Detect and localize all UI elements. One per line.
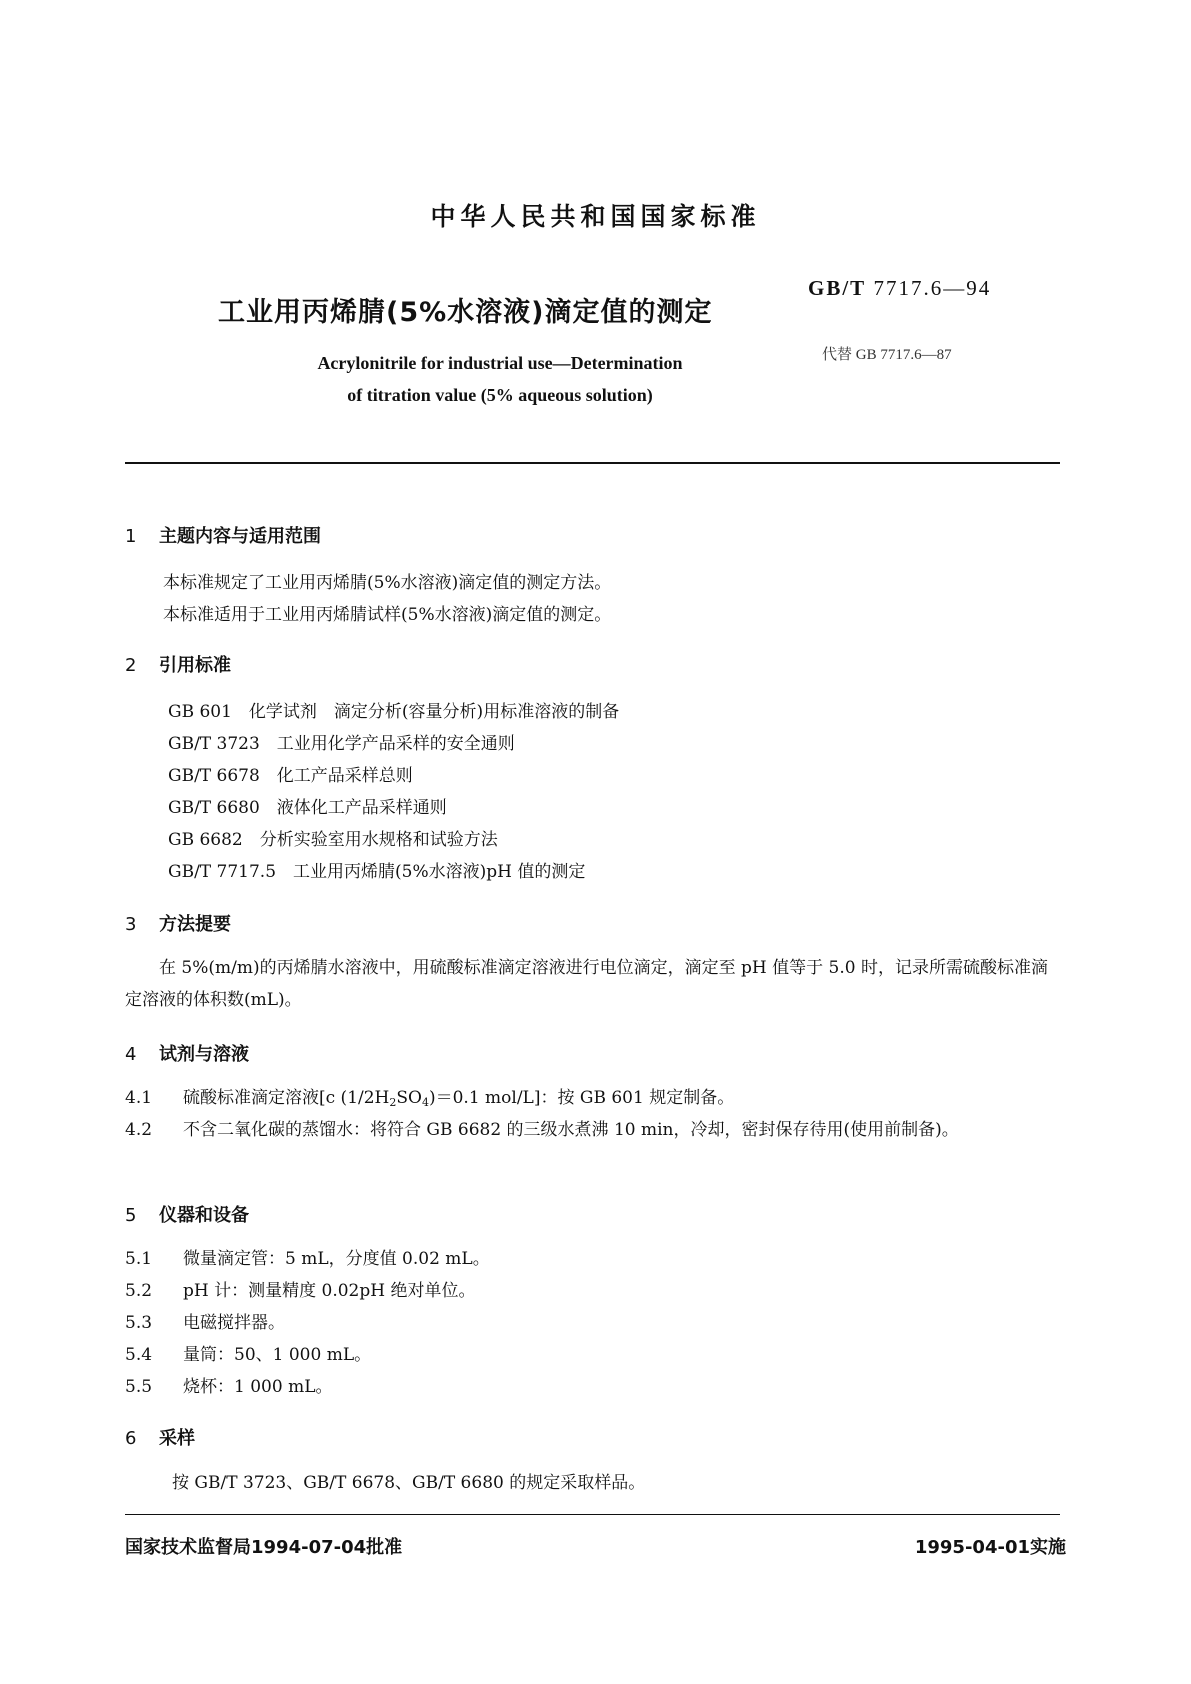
document-title-cn: 工业用丙烯腈(5%水溶液)滴定值的测定 (218, 297, 713, 328)
section-title: 采样 (159, 1428, 195, 1449)
country-standard-heading: 中华人民共和国国家标准 (430, 202, 761, 231)
header-divider (125, 462, 1060, 464)
section-3-heading (125, 910, 231, 936)
section-title: 方法提要 (159, 914, 231, 935)
item-text: 不含二氧化碳的蒸馏水：将符合 GB 6682 的三级水煮沸 10 min，冷却，密封保存待用(使用前制备)。 (183, 1120, 959, 1140)
section-6-heading (125, 1424, 195, 1450)
section-1-line-1: 本标准规定了工业用丙烯腈(5%水溶液)滴定值的测定方法。 (163, 573, 612, 593)
item-5-4 (125, 1340, 371, 1365)
section-number: 5 (125, 1205, 137, 1226)
item-text: 微量滴定管：5 mL，分度值 0.02 mL。 (183, 1249, 490, 1269)
section-3-paragraph: 在 5%(m/m)的丙烯腈水溶液中，用硫酸标准滴定溶液进行电位滴定，滴定至 pH 值等于 5.0 时，记录所需硫酸标准滴定溶液的体积数(mL)。 (125, 958, 1048, 1010)
reference-item: GB/T 3723 工业用化学产品采样的安全通则 (168, 734, 515, 754)
section-title: 引用标准 (159, 655, 231, 676)
item-number: 5.4 (125, 1345, 153, 1365)
item-number: 5.5 (125, 1377, 153, 1397)
section-title: 主题内容与适用范围 (159, 526, 321, 547)
item-number: 5.2 (125, 1281, 153, 1301)
section-5-heading (125, 1201, 249, 1227)
approval-date: 国家技术监督局1994-07-04批准 (125, 1537, 403, 1558)
item-text-c: )＝0.1 mol/L]：按 GB 601 规定制备。 (428, 1088, 735, 1108)
section-1-line-2: 本标准适用于工业用丙烯腈试样(5%水溶液)滴定值的测定。 (163, 605, 612, 625)
section-2-heading (125, 651, 231, 677)
item-number: 4.2 (125, 1120, 153, 1140)
reference-item: GB/T 6680 液体化工产品采样通则 (168, 798, 447, 818)
item-text: pH 计：测量精度 0.02pH 绝对单位。 (183, 1281, 476, 1301)
item-5-1 (125, 1244, 490, 1269)
section-number: 3 (125, 914, 137, 935)
section-6-paragraph: 按 GB/T 3723、GB/T 6678、GB/T 6680 的规定采取样品。 (172, 1473, 646, 1493)
reference-item: GB 601 化学试剂 滴定分析(容量分析)用标准溶液的制备 (168, 702, 620, 722)
section-title: 仪器和设备 (159, 1205, 249, 1226)
item-number: 4.1 (125, 1088, 153, 1108)
section-title: 试剂与溶液 (159, 1044, 249, 1065)
item-number: 5.1 (125, 1249, 153, 1269)
reference-item: GB/T 7717.5 工业用丙烯腈(5%水溶液)pH 值的测定 (168, 862, 586, 882)
footer-divider (125, 1514, 1060, 1515)
subscript: 2 (389, 1096, 397, 1109)
item-4-2 (125, 1114, 1060, 1146)
reference-item: GB/T 6678 化工产品采样总则 (168, 766, 413, 786)
section-number: 4 (125, 1044, 137, 1065)
standard-code-prefix: GB/T (808, 276, 867, 300)
section-number: 2 (125, 655, 137, 676)
section-4-heading (125, 1040, 249, 1066)
item-5-2 (125, 1276, 475, 1301)
standard-code-number: 7717.6—94 (873, 276, 992, 300)
subscript: 4 (421, 1096, 429, 1109)
item-number: 5.3 (125, 1313, 153, 1333)
section-1-heading (125, 522, 321, 548)
item-4-1 (125, 1083, 734, 1109)
section-number: 1 (125, 526, 137, 547)
item-text-b: SO (396, 1088, 422, 1108)
item-5-5 (125, 1372, 332, 1397)
item-text: 量筒：50、1 000 mL。 (183, 1345, 372, 1365)
document-title-en-line1: Acrylonitrile for industrial use—Determination (317, 353, 683, 373)
item-5-3 (125, 1308, 285, 1333)
reference-item: GB 6682 分析实验室用水规格和试验方法 (168, 830, 498, 850)
item-text: 烧杯：1 000 mL。 (183, 1377, 333, 1397)
supersedes-note: 代替 GB 7717.6—87 (822, 347, 952, 363)
item-text-a: 硫酸标准滴定溶液[c (1/2H (183, 1088, 390, 1108)
item-text: 电磁搅拌器。 (183, 1313, 285, 1333)
standard-code (808, 276, 991, 301)
effective-date: 1995-04-01实施 (914, 1537, 1066, 1558)
document-title-en-line2: of titration value (5% aqueous solution) (347, 385, 653, 405)
section-number: 6 (125, 1428, 137, 1449)
